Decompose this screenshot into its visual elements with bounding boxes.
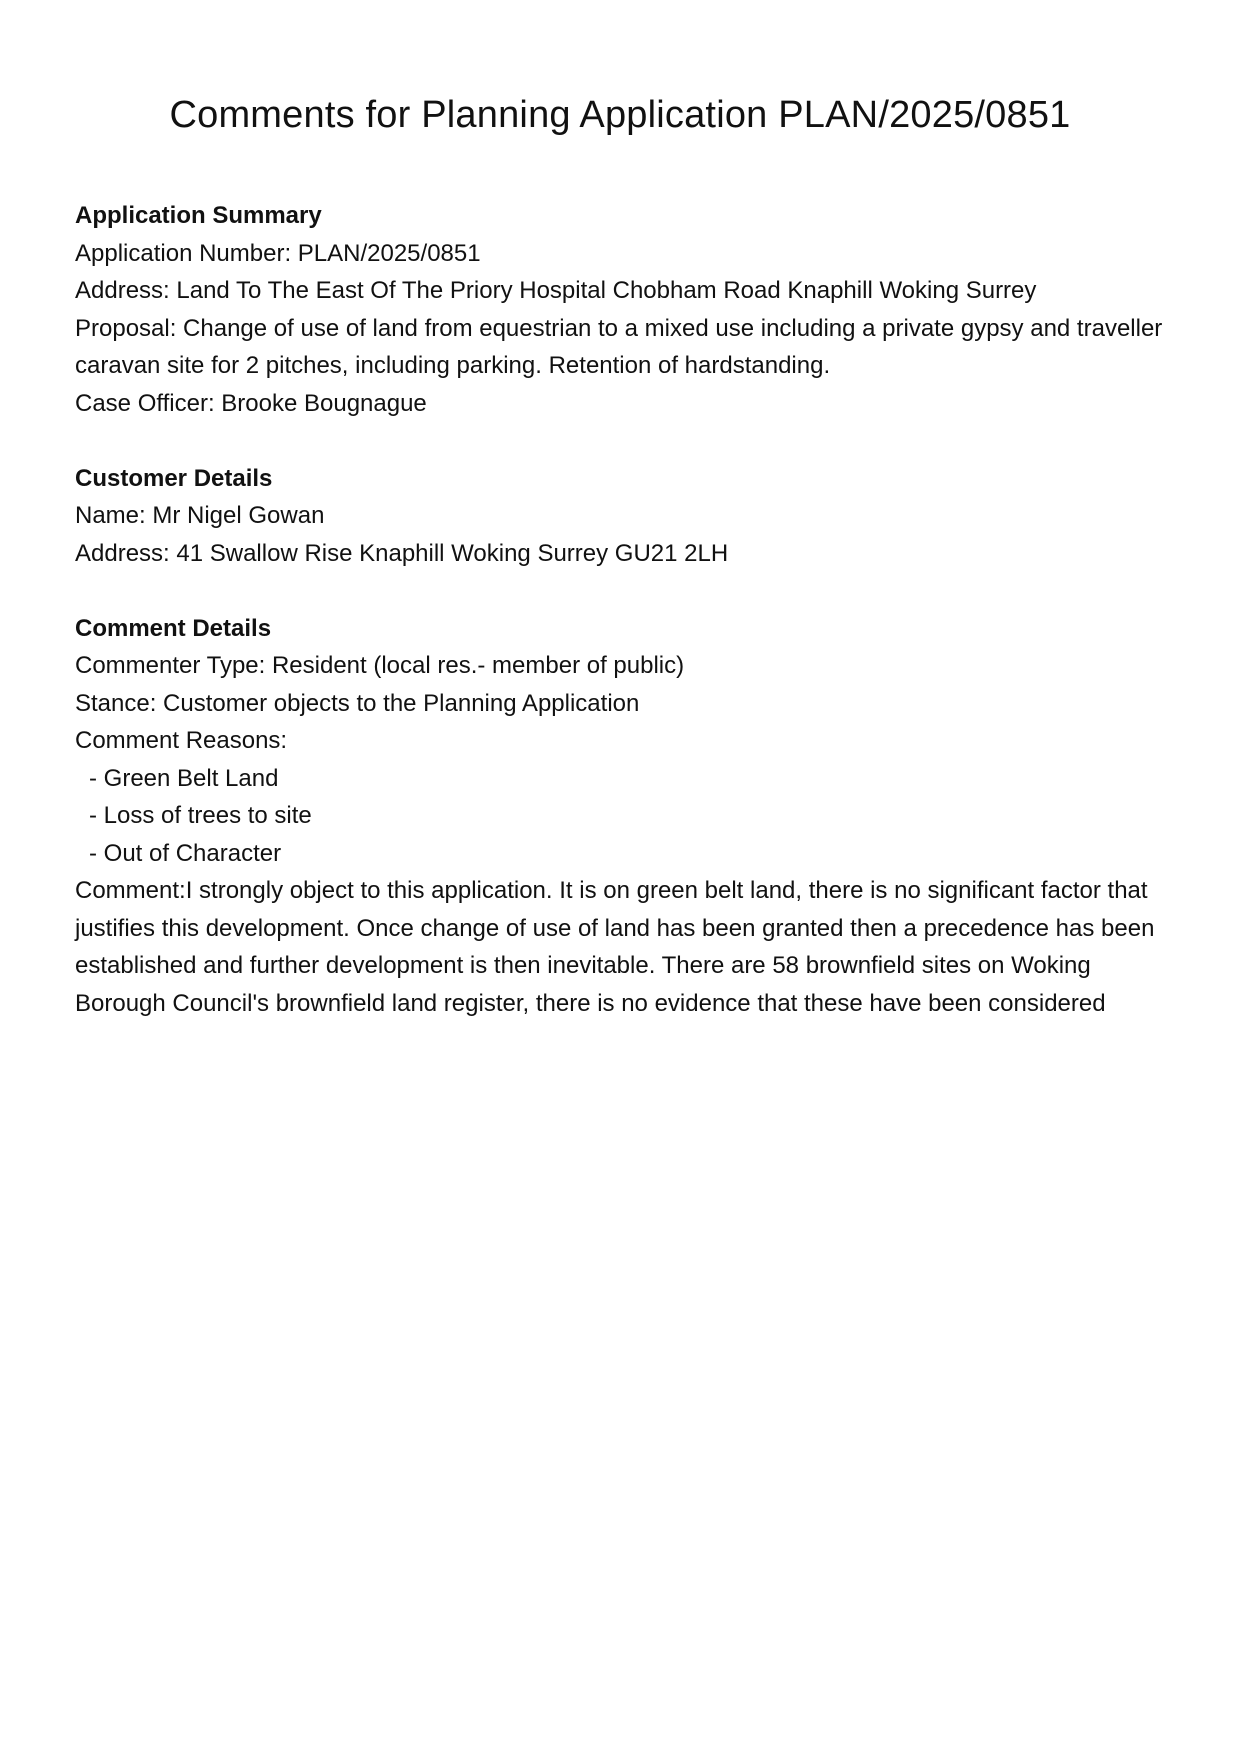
comment-text: Comment:I strongly object to this application. It is on green belt land, there is no significant factor that justifies this development. Once change of use of land has been granted then a precedence has been established and further development is then inevitable. There are 58 brownfield sites on Woking Borough Council's brownfield land register, there is no evidence that these have been considered bbox=[75, 877, 1155, 1017]
comment-reason-item: - Out of Character bbox=[89, 839, 282, 867]
case-officer: Case Officer: Brooke Bougnague bbox=[75, 389, 427, 417]
comment-reason-item: - Loss of trees to site bbox=[89, 802, 312, 829]
commenter-type: Commenter Type: Resident (local res.- member of public) bbox=[75, 652, 685, 679]
application-number: Application Number: PLAN/2025/0851 bbox=[75, 239, 481, 267]
stance: Stance: Customer objects to the Planning Application bbox=[75, 689, 640, 717]
comment-details-heading: Comment Details bbox=[75, 614, 272, 642]
application-summary-heading: Application Summary bbox=[75, 202, 322, 229]
page-title: Comments for Planning Application PLAN/2025/0851 bbox=[169, 94, 1071, 136]
comment-reasons-label: Comment Reasons: bbox=[75, 727, 288, 754]
comment-details-section bbox=[75, 610, 1175, 1023]
application-summary-section bbox=[75, 197, 1175, 422]
application-proposal: Proposal: Change of use of land from equestrian to a mixed use including a private gypsy and traveller caravan site for 2 pitches, including parking. Retention of hardstanding. bbox=[75, 314, 1163, 379]
comment-reason-item: - Green Belt Land bbox=[89, 764, 279, 792]
application-address: Address: Land To The East Of The Priory Hospital Chobham Road Knaphill Woking Surrey bbox=[75, 277, 1037, 304]
customer-details-heading: Customer Details bbox=[75, 464, 273, 492]
customer-name: Name: Mr Nigel Gowan bbox=[75, 502, 325, 529]
customer-details-section bbox=[75, 460, 1175, 573]
document-body bbox=[75, 197, 1175, 1060]
customer-address: Address: 41 Swallow Rise Knaphill Woking Surrey GU21 2LH bbox=[75, 539, 729, 567]
